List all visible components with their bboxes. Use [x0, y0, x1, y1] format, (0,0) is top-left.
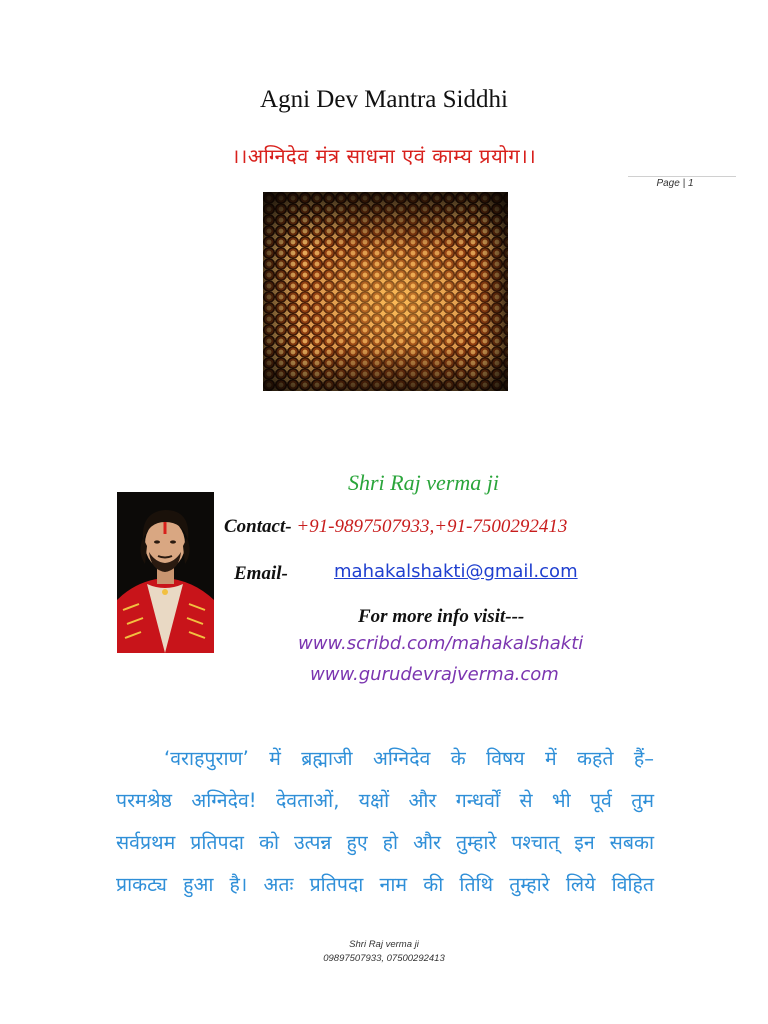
- author-name: Shri Raj verma ji: [348, 470, 499, 495]
- email-link[interactable]: mahakalshakti@gmail.com: [334, 561, 578, 582]
- page-number: Page | 1: [656, 178, 694, 189]
- email-label: Email-: [234, 563, 288, 584]
- body-paragraph: [116, 738, 654, 906]
- contact-phones: +91-9897507933,+91-7500292413: [296, 516, 568, 537]
- candle-lamps-photo: [263, 192, 508, 391]
- footer-phones: 09897507933, 07500292413: [323, 953, 445, 964]
- paragraph-line: परमश्रेष्ठ अग्निदेव! देवताओं, यक्षों और गन्धर्वों से भी पूर्व तुम: [116, 789, 654, 812]
- page-footer: [0, 938, 768, 966]
- document-subtitle: ।।अग्निदेव मंत्र साधना एवं काम्य प्रयोग।।: [231, 144, 537, 168]
- contact-line: [224, 516, 567, 538]
- paragraph-line: सर्वप्रथम प्रतिपदा को उत्पन्न हुए हो और तुम्हारे पश्चात् इन सबका: [116, 831, 654, 854]
- paragraph-line: प्राकट्य हुआ है। अतः प्रतिपदा नाम की तिथि तुम्हारे लिये विहित: [116, 873, 654, 896]
- contact-label: Contact-: [224, 516, 292, 537]
- more-info-label: For more info visit---: [358, 606, 525, 627]
- paragraph-line: ‘वराहपुराण’ में ब्रह्माजी अग्निदेव के विषय में कहते हैं–: [164, 747, 654, 770]
- header-rule: [628, 176, 736, 177]
- portrait-illustration: [117, 492, 214, 653]
- website-link[interactable]: www.gurudevrajverma.com: [310, 664, 559, 685]
- author-portrait: [117, 492, 214, 653]
- scribd-link[interactable]: www.scribd.com/mahakalshakti: [298, 633, 584, 654]
- document-title: Agni Dev Mantra Siddhi: [260, 86, 508, 113]
- footer-name: Shri Raj verma ji: [349, 939, 419, 950]
